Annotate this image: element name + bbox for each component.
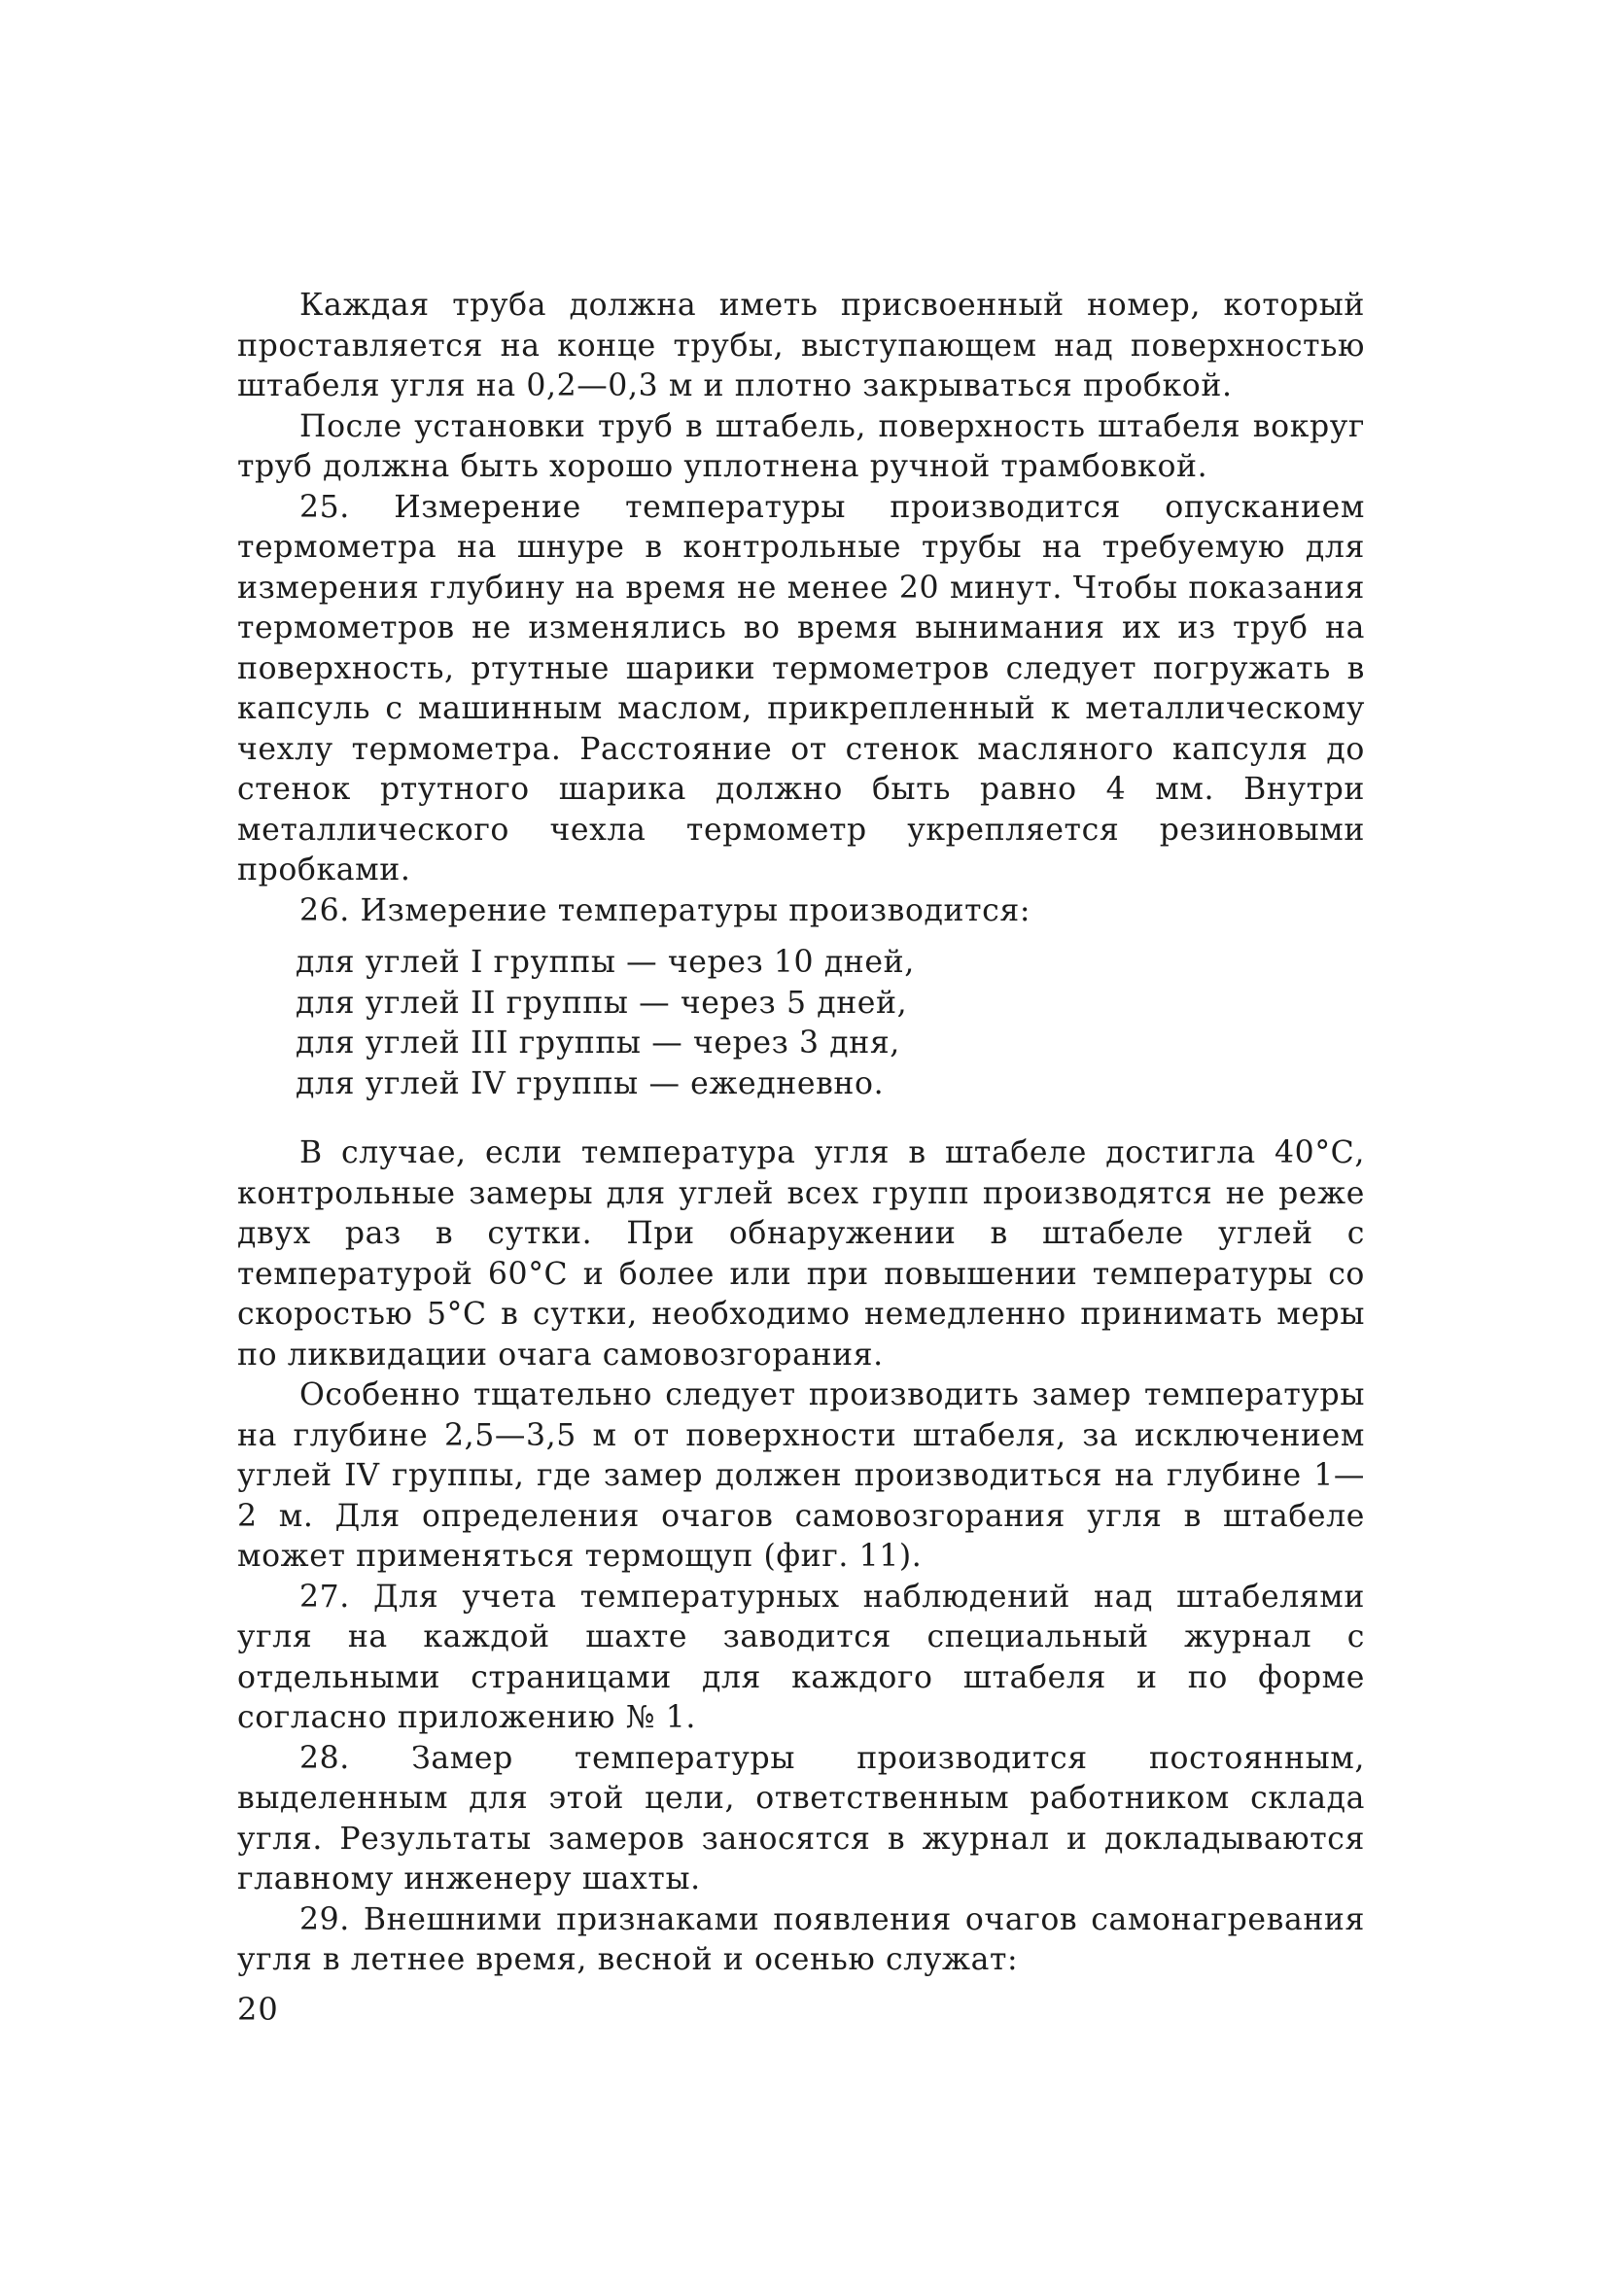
paragraph: В случае, если температура угля в штабеле достигла 40°С, контрольные замеры для углей всех групп производятся не реже двух раз в сутки. При обнаружении в штабеле углей с температурой 60°С и более или при повышении температуры со скоростью 5°С в сутки, необходимо немедленно принимать меры по ликвидации очага самовозгорания.	[237, 1135, 1365, 1373]
paragraph: 28. Замер температуры производится постоянным, выделенным для этой цели, ответственным работником склада угля. Результаты замеров заносятся в журнал и докладываются главному инженеру шахты.	[237, 1740, 1365, 1896]
paragraph: После установки труб в штабель, поверхность штабеля вокруг труб должна быть хорошо уплотнена ручной трамбовкой.	[237, 408, 1365, 484]
body-text	[237, 286, 1365, 1981]
paragraph: 25. Измерение температуры производится опусканием термометра на шнуре в контрольные трубы на требуемую для измерения глубину на время не менее 20 минут. Чтобы показания термометров не изменялись во время вынимания их из труб на поверхность, ртутные шарики термометров следует погружать в капсуль с машинным маслом, прикрепленный к металлическому чехлу термометра. Расстояние от стенок масляного капсуля до стенок ртутного шарика должно быть равно 4 мм. Внутри металлического чехла термометр укрепляется резиновыми пробками.	[237, 489, 1365, 887]
paragraph: Особенно тщательно следует производить замер температуры на глубине 2,5—3,5 м от поверхности штабеля, за исключением углей IV группы, где замер должен производиться на глубине 1—2 м. Для определения очагов самовозгорания угля в штабеле может применяться термощуп (фиг. 11).	[237, 1377, 1365, 1574]
page-number: 20	[237, 1991, 279, 2028]
schedule-item: для углей IV группы — ежедневно.	[296, 1065, 885, 1101]
measurement-schedule	[296, 943, 1365, 1104]
paragraph: 27. Для учета температурных наблюдений над штабелями угля на каждой шахте заводится специальный журнал с отдельными страницами для каждого штабеля и по форме согласно приложению № 1.	[237, 1579, 1365, 1735]
paragraph: 26. Измерение температуры производится:	[299, 892, 1031, 928]
paragraph: 29. Внешними признаками появления очагов самонагревания угля в летнее время, весной и осенью служат:	[237, 1901, 1365, 1977]
schedule-item: для углей III группы — через 3 дня,	[296, 1026, 900, 1061]
paragraph: Каждая труба должна иметь присвоенный номер, который проставляется на конце трубы, выступающем над поверхностью штабеля угля на 0,2—0,3 м и плотно закрываться пробкой.	[237, 288, 1365, 403]
schedule-item: для углей I группы — через 10 дней,	[296, 945, 915, 980]
schedule-item: для углей II группы — через 5 дней,	[296, 985, 908, 1021]
spacer	[237, 1116, 1365, 1133]
